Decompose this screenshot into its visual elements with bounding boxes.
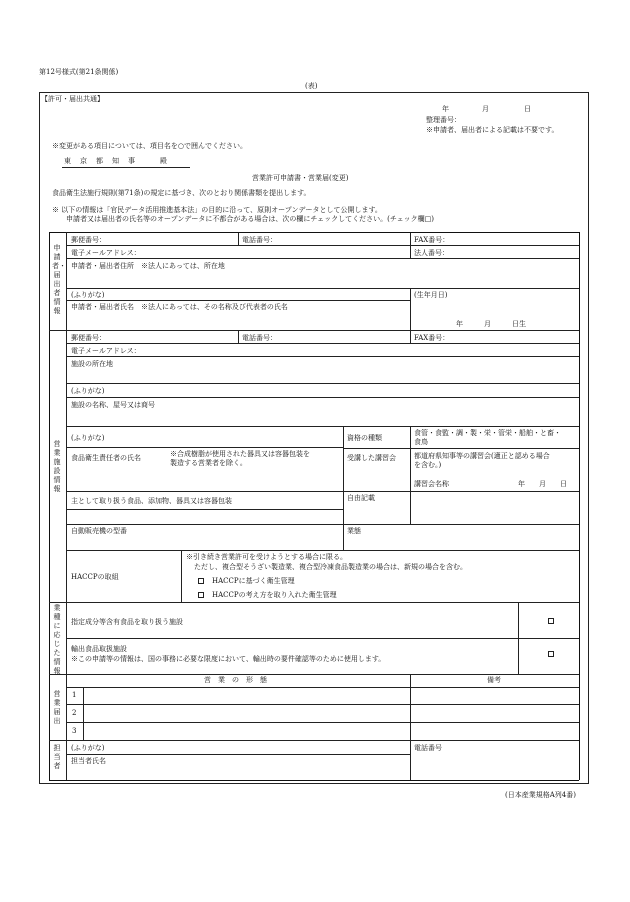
haccp-label: HACCPの取組 — [71, 573, 119, 581]
date-year[interactable]: 年 — [442, 105, 449, 113]
facility-section-label: 営業施設情報 — [53, 440, 61, 493]
applicant-furigana[interactable]: (ふりがな) — [71, 291, 105, 299]
date-day[interactable]: 日 — [524, 105, 531, 113]
applicant-corp-no[interactable]: 法人番号： — [414, 249, 449, 257]
manager-note-1: ※合成樹脂が使用された器具又は容器包装を — [170, 450, 310, 458]
applicant-section-label: 申請者・届出者情報 — [52, 244, 66, 315]
free-text-label[interactable]: 自由記載 — [347, 494, 375, 502]
section-tag: 【許可・届出共通】 — [41, 95, 104, 103]
business-row-3: 3 — [72, 727, 77, 735]
course-name-label[interactable]: 講習会名称 — [414, 480, 449, 488]
manager-note-2: 製造する営業者を除く。 — [170, 459, 247, 467]
applicant-postal[interactable]: 郵便番号： — [71, 236, 106, 244]
applicant-name[interactable]: 申請者・届出者氏名 ※法人にあっては、その名称及び代表者の氏名 — [71, 303, 288, 311]
addressee: 東 京 都 知 事 殿 — [64, 157, 168, 165]
form-title: 営業許可申請書・営業届(変更) — [252, 174, 349, 182]
form-number: 第12号様式(第21条関係) — [39, 68, 119, 76]
facility-name[interactable]: 施設の名称、屋号又は商号 — [71, 401, 155, 409]
seiri-number: 整理番号： — [426, 116, 461, 124]
business-row-2: 2 — [72, 709, 77, 717]
applicant-fax[interactable]: FAX番号： — [414, 236, 450, 244]
haccp-note-2: ただし、複合型そうざい製造業、複合型冷凍食品製造業の場合は、新規の場合を含む。 — [194, 563, 467, 571]
facility-fax[interactable]: FAX番号： — [414, 334, 450, 342]
change-note: ※変更がある項目については、項目名を○で囲んでください。 — [52, 142, 247, 150]
applicant-tel[interactable]: 電話番号： — [242, 236, 277, 244]
industry-item-2: 輸出食品取扱施設 — [71, 645, 127, 653]
contact-tel[interactable]: 電話番号 — [414, 744, 442, 752]
industry-item-2-checkbox[interactable] — [548, 651, 554, 657]
contact-section-label: 担当者 — [53, 744, 61, 770]
business-col-remarks: 備考 — [487, 676, 501, 684]
course-value-1[interactable]: 都道府県知事等の講習会(適正と認める場合 — [414, 452, 550, 460]
seiri-note: ※申請者、届出者による記載は不要です。 — [426, 126, 559, 134]
industry-section-label: 業種に応じた情報 — [53, 604, 61, 675]
industry-item-2-note: ※この申請等の情報は、国の事務に必要な限度において、輸出時の要件確認等のために使用します。 — [71, 655, 386, 663]
industry-item-1: 指定成分等含有食品を取り扱う施設 — [71, 618, 183, 626]
main-items-label[interactable]: 主として取り扱う食品、添加物、器具又は容器包装 — [71, 497, 232, 505]
facility-email[interactable]: 電子メールアドレス： — [71, 347, 141, 355]
facility-location[interactable]: 施設の所在地 — [71, 360, 113, 368]
opendata-note-1: ※ 以下の情報は「官民データ活用推進基本法」の目的に沿って、原則オープンデータとして公開します。 — [52, 206, 382, 214]
haccp-option-1-label: HACCPに基づく衛生管理 — [212, 577, 295, 585]
qualification-value-2[interactable]: 食鳥 — [414, 438, 428, 446]
opendata-note-2: 申請者又は届出者の氏名等のオープンデータに不都合がある場合は、次の欄にチェックしてください。(チェック欄□) — [66, 215, 435, 223]
haccp-note-1: ※引き続き営業許可を受けようとする場合に限る。 — [186, 553, 347, 561]
facility-tel[interactable]: 電話番号： — [242, 334, 277, 342]
haccp-option-2-label: HACCPの考え方を取り入れた衛生管理 — [212, 591, 337, 599]
applicant-email[interactable]: 電子メールアドレス： — [71, 249, 141, 257]
date-month[interactable]: 月 — [482, 105, 489, 113]
facility-furigana-2[interactable]: (ふりがな) — [71, 434, 105, 442]
course-label: 受講した講習会 — [347, 454, 396, 462]
side-label: (表) — [305, 82, 318, 90]
contact-name[interactable]: 担当者氏名 — [71, 757, 106, 765]
contact-furigana[interactable]: (ふりがな) — [71, 744, 105, 752]
facility-furigana-1[interactable]: (ふりがな) — [71, 387, 105, 395]
intro-text: 食品衛生法施行規則(第71条)の規定に基づき、次のとおり関係書類を提出します。 — [52, 189, 311, 197]
business-row-1: 1 — [72, 691, 77, 699]
haccp-option-1-checkbox[interactable] — [198, 578, 204, 584]
vending-label[interactable]: 自動販売機の型番 — [71, 527, 127, 535]
haccp-option-2-checkbox[interactable] — [198, 592, 204, 598]
industry-item-1-checkbox[interactable] — [548, 618, 554, 624]
applicant-birth-ymd: 年 月 日生 — [456, 320, 526, 328]
manager-name-label[interactable]: 食品衛生責任者の氏名 — [71, 454, 141, 462]
qualification-type-label: 資格の種類 — [347, 434, 382, 442]
applicant-birth[interactable]: (生年月日) — [414, 291, 448, 299]
business-status-label[interactable]: 業態 — [347, 527, 361, 535]
facility-postal[interactable]: 郵便番号： — [71, 334, 106, 342]
course-value-2[interactable]: を含む。) — [414, 461, 442, 469]
paper-size-note: (日本産業規格A列4番) — [505, 791, 576, 799]
business-col-form: 営 業 の 形 態 — [204, 676, 267, 684]
business-section-label: 営業届出 — [53, 690, 61, 725]
qualification-value-1[interactable]: 食管・食監・調・製・栄・管栄・船舶・と畜・ — [414, 429, 561, 437]
course-ymd[interactable]: 年 月 日 — [518, 480, 567, 488]
applicant-address[interactable]: 申請者・届出者住所 ※法人にあっては、所在地 — [71, 262, 225, 270]
